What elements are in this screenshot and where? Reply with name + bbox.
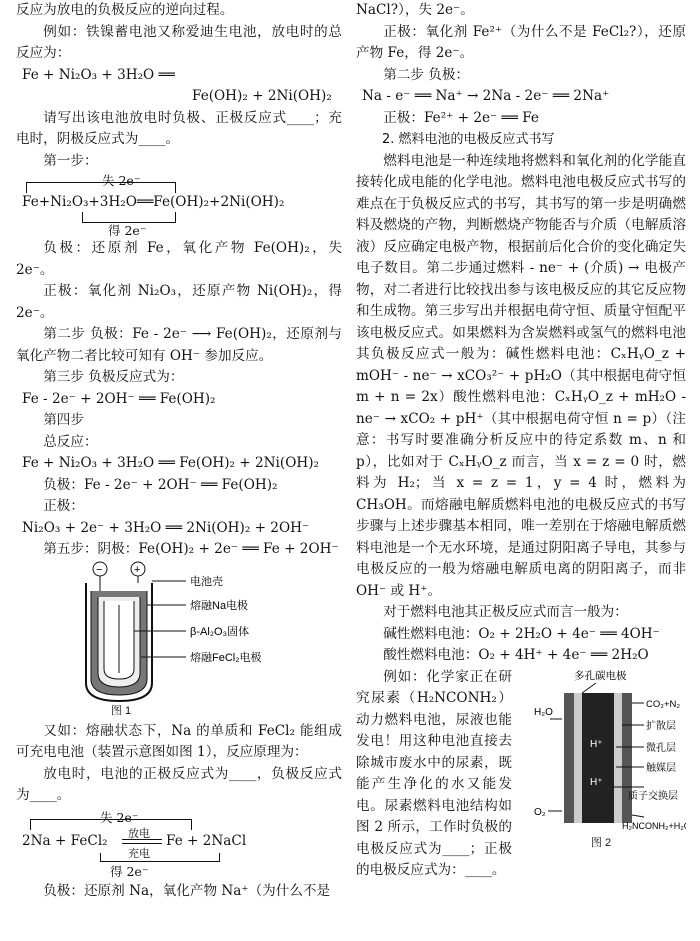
reactants: 2Na + FeCl₂ [22, 832, 108, 849]
callout-co2-n2: CO₂+N₂ [646, 698, 681, 710]
oxygen-in-label: O₂ [534, 806, 546, 818]
paragraph: 放电时，电池的正极反应式为____，负极反应式为____。 [16, 765, 342, 803]
figure-caption: 图 2 [590, 836, 612, 849]
paragraph: 负极：Fe - 2e⁻ + 2OH⁻ ══ Fe(OH)₂ [43, 476, 278, 493]
discharge-label: 放电 [128, 826, 150, 840]
paragraph: 正极： [43, 498, 84, 514]
paragraph: 第三步 负极反应式为： [43, 369, 184, 385]
callout-na-electrode: 熔融Na电极 [190, 599, 249, 612]
callout-fecl2-electrode: 熔融FeCl₂电极 [190, 651, 262, 664]
electron-transfer-diagram-1 [16, 172, 342, 238]
callout-microporous-layer: 微孔层 [646, 742, 676, 754]
paragraph: 反应为放电的负极反应的逆向过程。 [16, 2, 234, 18]
water-out-label: H₂O [534, 706, 553, 718]
right-column [356, 0, 686, 882]
lose-electrons-label: 失 2e⁻ [100, 809, 139, 825]
equation: 碱性燃料电池：O₂ + 2H₂O + 4e⁻ ══ 4OH⁻ [383, 625, 660, 642]
paragraph: 第五步：阴极：Fe(OH)₂ + 2e⁻ ══ Fe + 2OH⁻ [43, 541, 339, 557]
callout-shell: 电池壳 [190, 575, 223, 588]
step-label: 第二步 负极： [383, 66, 470, 83]
figure-caption: 图 1 [110, 704, 132, 717]
transfer-line [30, 819, 192, 830]
gain-electrons-label: 得 2e⁻ [108, 223, 147, 238]
step-label: 第四步 [43, 412, 84, 428]
left-column [16, 0, 342, 902]
lose-electrons-label: 失 2e⁻ [102, 173, 141, 188]
equation: Fe + Ni₂O₃ + 3H₂O ══ Fe(OH)₂ + 2Ni(OH)₂ [22, 455, 319, 471]
paragraph: 请写出该电池放电时负极、正极反应式____；充电时，阴极反应式为____。 [16, 109, 342, 147]
paragraph: 对于燃料电池其正极反应式而言一般为： [383, 604, 628, 620]
equation: Fe + Ni₂O₃ + 3H₂O ══ [22, 66, 175, 83]
callout-urea-water: H₂NCONH₂+H₂O [622, 820, 686, 831]
equation: 正极：Fe²⁺ + 2e⁻ ══ Fe [383, 109, 539, 126]
step-label: 总反应： [43, 433, 98, 450]
paragraph: 例如：铁镍蓄电池又称爱迪生电池，放电时的总反应为： [16, 23, 342, 61]
paragraph: 第二步 负极：Fe - 2e⁻ ⟶ Fe(OH)₂，还原剂与氧化产物二者比较可知有 OH⁻ 参加反应。 [16, 326, 342, 364]
equation: Na - e⁻ ══ Na⁺ → 2Na - 2e⁻ ══ 2Na⁺ [362, 88, 610, 104]
step-label: 第一步： [43, 152, 98, 169]
callout-solid-electrolyte: β-Al₂O₃固体 [190, 625, 250, 638]
minus-terminal-label: − [96, 563, 103, 576]
urea-fuel-cell-diagram [516, 667, 686, 833]
example-block [356, 667, 686, 882]
gain-electrons-label: 得 2e⁻ [110, 863, 149, 879]
battery-diagram [16, 561, 342, 715]
plus-terminal-label: + [134, 563, 141, 576]
figure-2 [516, 667, 686, 847]
equation: Ni₂O₃ + 2e⁻ + 3H₂O ══ 2Ni(OH)₂ + 2OH⁻ [22, 519, 310, 536]
equation: Fe+Ni₂O₃+3H₂O══Fe(OH)₂+2Ni(OH)₂ [22, 194, 285, 210]
proton-label: H⁺ [590, 738, 603, 750]
section-heading: 2. 燃料电池的电极反应式书写 [382, 132, 555, 147]
callout-proton-exchange-layer: 质子交换层 [628, 790, 678, 802]
paragraph: 例如：化学家正在研究尿素（H₂NCONH₂）动力燃料电池，尿液也能发电！用这种电池直接去除城市废水中的尿素，既能产生净化的水又能发电。尿素燃料电池结构如图 2 所示，工作时负极的电极反应式为____；正极的电极反应式为：____。 [356, 668, 512, 878]
equation: Fe - 2e⁻ + 2OH⁻ ══ Fe(OH)₂ [22, 390, 216, 407]
figure-1 [16, 561, 342, 715]
callout-diffusion-layer: 扩散层 [646, 720, 676, 732]
arrow-line [122, 839, 162, 840]
paragraph: NaCl?），失 2e⁻。 [356, 2, 474, 18]
paragraph: 负极：还原剂 Fe，氧化产物 Fe(OH)₂，失 2e⁻。 [16, 240, 342, 278]
paragraph: 负极：还原剂 Na，氧化产物 Na⁺（为什么不是 [43, 882, 331, 899]
equation: 酸性燃料电池：O₂ + 4H⁺ + 4e⁻ ══ 2H₂O [383, 647, 649, 663]
callout-catalyst-layer: 触媒层 [646, 762, 676, 774]
proton-label: H⁺ [590, 776, 603, 788]
paragraph: 正极：氧化剂 Fe²⁺（为什么不是 FeCl₂?），还原产物 Fe，得 2e⁻。 [356, 23, 686, 61]
paragraph: 又如：熔融状态下，Na 的单质和 FeCl₂ 能组成可充电电池（装置示意图如图 1），反应原理为： [16, 722, 342, 760]
electron-transfer-diagram-2 [16, 807, 342, 881]
equation: Fe(OH)₂ + 2Ni(OH)₂ [192, 88, 332, 104]
paragraph: 正极：氧化剂 Ni₂O₃，还原产物 Ni(OH)₂，得 2e⁻。 [16, 283, 342, 321]
charge-label: 充电 [128, 846, 150, 860]
paragraph: 燃料电池是一种连续地将燃料和氧化剂的化学能直接转化成电能的化学电池。燃料电池电极反应式书写的难点在于负极反应式的书写，其书写的第一步是明确燃料及燃烧的产物，判断燃烧产物能否与介质（电解质溶液）反应确定电极产物，根据前后化合价的变化确定失电子数目。第二步通过燃料 - ne⁻ + (介质) → 电极产物，对二者进行比较找出参与该电极反应的其它反应物和生成物。第三步写出并根据电荷守恒、质量守恒配平该电极反应式。如果燃料为含炭燃料或氢气的燃料电池其负极反应式一般为：碱性燃料电池：CₓHᵧO_z + mOH⁻ - ne⁻ → xCO₃²⁻ + pH₂O（其中根据电荷守恒 m + n = 2x）酸性燃料电池：CₓHᵧO_z + mH₂O - ne⁻ → xCO₂ + pH⁺（其中根据电荷守恒 n = p）（注意：书写时要准确分析反应中的待定系数 m、n 和 p），比如对于 CₓHᵧO_z 而言，当 x = z = 0 时，燃料为 H₂；当 x = z = 1，y = 4 时，燃料为 CH₃OH。而熔融电解质燃料电池的电极反应式的书写步骤与上述步骤基本相同，唯一差别在于熔融电解质燃料电池是一个无水环境，是通过阴阳离子导电，其参与电极反应的一般为熔融电解质电离的阴阳离子，而非 OH⁻ 或 H⁺。 [356, 152, 686, 599]
products: Fe + 2NaCl [166, 832, 247, 849]
callout-carbon-electrode: 多孔碳电极 [574, 669, 627, 682]
